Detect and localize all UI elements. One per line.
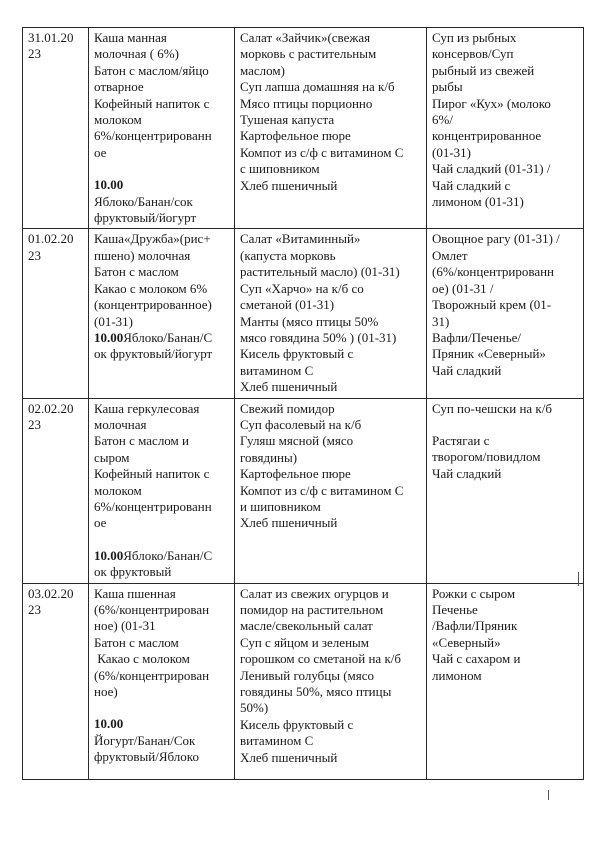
snack-cell: Овощное рагу (01-31) / Омлет (6%/концентрированн ое) (01-31 / Творожный крем (01- 31) Вафли/Печенье/ Пряник «Северный» Чай сладкий [427, 229, 584, 398]
menu-table [22, 27, 584, 780]
scan-mark [548, 790, 549, 800]
breakfast-cell: Каша геркулесовая молочная Батон с маслом и сыром Кофейный напиток с молоком 6%/концентрированн ое 10.00Яблоко/Банан/С ок фруктовый [89, 398, 235, 583]
table-row [23, 229, 584, 398]
date-cell: 02.02.20 23 [23, 398, 89, 583]
date-cell: 31.01.20 23 [23, 28, 89, 229]
snack-time-label: 10.00 [94, 177, 124, 193]
lunch-cell: Салат «Зайчик»(свежая морковь с растительным маслом) Суп лапша домашняя на к/б Мясо птицы порционно Тушеная капуста Картофельное пюре Компот из с/ф с витамином С с шиповником Хлеб пшеничный [235, 28, 427, 229]
lunch-cell: Свежий помидор Суп фасолевый на к/б Гуляш мясной (мясо говядины) Картофельное пюре Компот из с/ф с витамином С и шиповником Хлеб пшеничный [235, 398, 427, 583]
breakfast-cell: Каша манная молочная ( 6%) Батон с маслом/яйцо отварное Кофейный напиток с молоком 6%/концентрированн ое 10.00 Яблоко/Банан/сок фруктовый/йогурт [89, 28, 235, 229]
breakfast-cell: Каша пшенная (6%/концентрирован ное) (01-31 Батон с маслом Какао с молоком (6%/концентрирован ное) 10.00 Йогурт/Банан/Сок фруктовый/Яблоко [89, 583, 235, 779]
breakfast-cell: Каша«Дружба»(рис+ пшено) молочная Батон с маслом Какао с молоком 6% (концентрированное) (01-31) 10.00Яблоко/Банан/С ок фруктовый/йогурт [89, 229, 235, 398]
lunch-cell: Салат «Витаминный» (капуста морковь растительный масло) (01-31) Суп «Харчо» на к/б со сметаной (01-31) Манты (мясо птицы 50% мясо говядина 50% ) (01-31) Кисель фруктовый с витамином С Хлеб пшеничный [235, 229, 427, 398]
snack-time-label: 10.00 [94, 716, 124, 732]
snack-cell: Суп по-чешски на к/б Растягаи с творогом/повидлом Чай сладкий [427, 398, 584, 583]
lunch-cell: Салат из свежих огурцов и помидор на растительном масле/свекольный салат Суп с яйцом и зеленым горошком со сметаной на к/б Ленивый голубцы (мясо говядины 50%, мясо птицы 50%) Кисель фруктовый с витамином С Хлеб пшеничный [235, 583, 427, 779]
table-row [23, 398, 584, 583]
snack-cell: Рожки с сыром Печенье /Вафли/Пряник «Северный» Чай с сахаром и лимоном [427, 583, 584, 779]
date-cell: 03.02.20 23 [23, 583, 89, 779]
snack-time-label: 10.00 [94, 547, 124, 563]
table-row [23, 28, 584, 229]
table-row [23, 583, 584, 779]
snack-time-label: 10.00 [94, 329, 124, 345]
snack-cell: Суп из рыбных консервов/Суп рыбный из свежей рыбы Пирог «Кух» (молоко 6%/ концентрированное (01-31) Чай сладкий (01-31) / Чай сладкий с лимоном (01-31) [427, 28, 584, 229]
date-cell: 01.02.20 23 [23, 229, 89, 398]
scan-mark [578, 572, 579, 586]
